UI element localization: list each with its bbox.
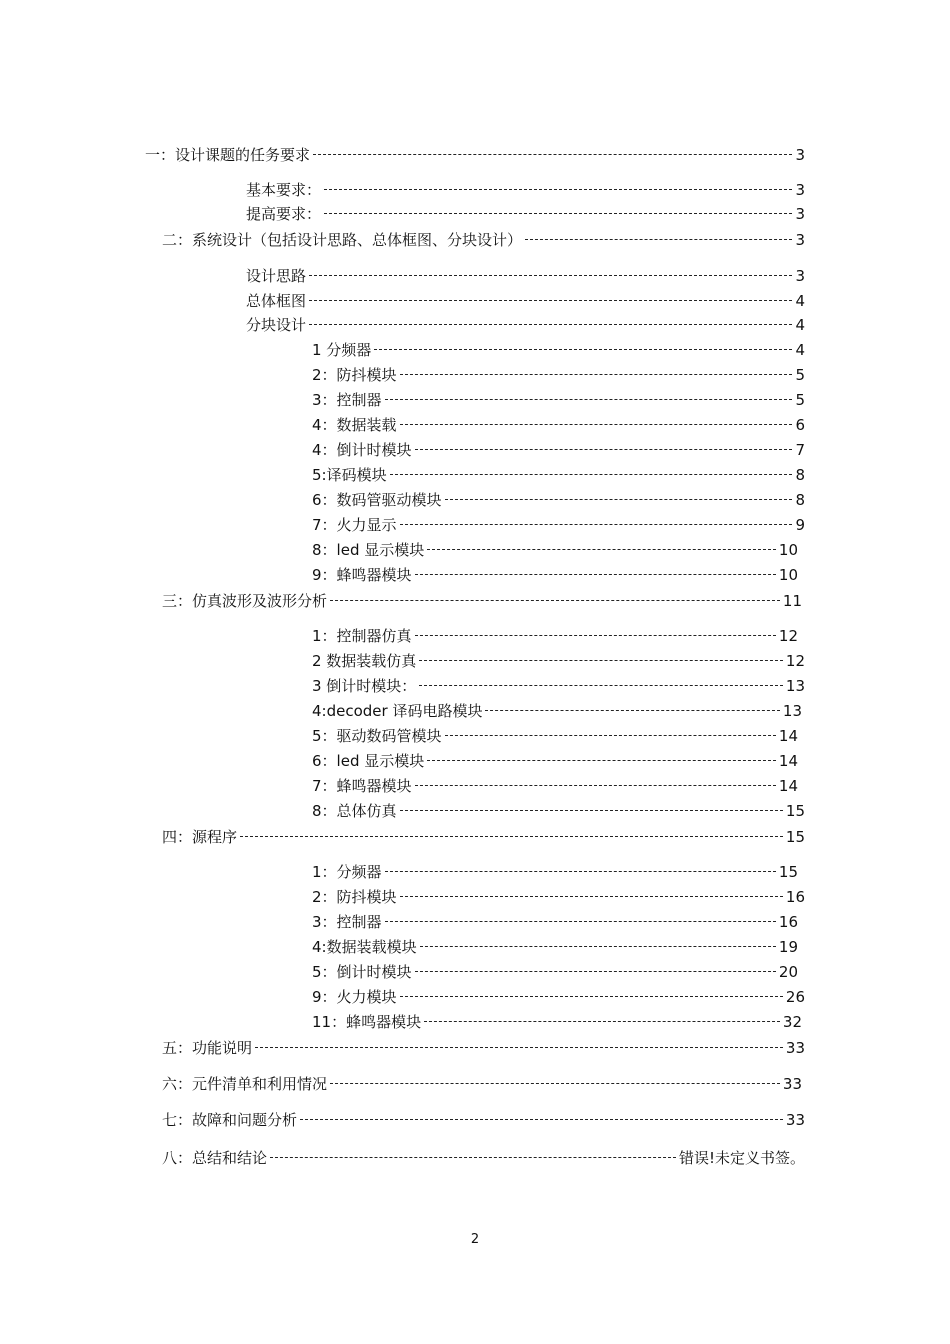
toc-leader-dots [485, 710, 779, 711]
toc-entry-title: 七：故障和问题分析 [162, 1111, 298, 1129]
toc-entry-title: 8：总体仿真 [312, 802, 397, 820]
toc-entry-page: 3 [795, 205, 805, 223]
toc-entry-title: 4：数据装载 [312, 416, 397, 434]
toc-leader-dots [525, 239, 792, 240]
toc-entry[interactable] [312, 565, 798, 585]
toc-entry[interactable] [312, 987, 805, 1007]
toc-entry[interactable] [312, 887, 805, 907]
toc-entry-title: 四：源程序 [162, 828, 238, 846]
toc-entry-title: 4：倒计时模块 [312, 441, 412, 459]
toc-entry-title: 5：驱动数码管模块 [312, 727, 442, 745]
toc-entry-title: 六：元件清单和利用情况 [162, 1075, 328, 1093]
toc-leader-dots [415, 635, 776, 636]
toc-entry-page: 14 [778, 727, 798, 745]
toc-leader-dots [400, 996, 783, 997]
toc-entry[interactable] [162, 591, 802, 611]
toc-entry-title: 3：控制器 [312, 391, 382, 409]
toc-entry-page: 8 [795, 466, 805, 484]
toc-leader-dots [427, 549, 776, 550]
toc-entry-page: 16 [785, 888, 805, 906]
toc-entry-page: 7 [795, 441, 805, 459]
toc-entry[interactable] [312, 912, 798, 932]
toc-entry-page: 3 [795, 267, 805, 285]
toc-entry[interactable] [312, 515, 805, 535]
toc-leader-dots [400, 810, 783, 811]
toc-entry[interactable] [312, 962, 798, 982]
toc-entry-page: 14 [778, 777, 798, 795]
toc-leader-dots [240, 836, 783, 837]
toc-entry[interactable] [162, 1038, 805, 1058]
toc-entry-title: 五：功能说明 [162, 1039, 253, 1057]
toc-leader-dots [300, 1119, 783, 1120]
toc-entry-page: 错误!未定义书签。 [678, 1149, 805, 1167]
toc-entry-title: 6：led 显示模块 [312, 752, 425, 770]
toc-leader-dots [309, 324, 792, 325]
toc-leader-dots [324, 213, 792, 214]
toc-entry-title: 设计思路 [246, 267, 307, 285]
toc-leader-dots [309, 300, 792, 301]
page-number: 2 [470, 1232, 480, 1247]
toc-entry[interactable] [312, 726, 798, 746]
toc-leader-dots [270, 1157, 676, 1158]
toc-entry[interactable] [312, 862, 798, 882]
toc-entry-title: 7：火力显示 [312, 516, 397, 534]
toc-entry[interactable] [162, 230, 805, 250]
toc-entry-page: 8 [795, 491, 805, 509]
toc-entry[interactable] [312, 1012, 802, 1032]
toc-entry-page: 3 [795, 231, 805, 249]
toc-entry-title: 9：蜂鸣器模块 [312, 566, 412, 584]
toc-leader-dots [385, 399, 793, 400]
toc-entry-title: 总体框图 [246, 292, 307, 310]
toc-entry-page: 11 [782, 592, 802, 610]
toc-entry[interactable] [312, 440, 805, 460]
toc-entry[interactable] [312, 465, 805, 485]
toc-entry-page: 5 [795, 391, 805, 409]
toc-entry-page: 14 [778, 752, 798, 770]
toc-entry-page: 33 [785, 1039, 805, 1057]
toc-entry-page: 5 [795, 366, 805, 384]
toc-entry-title: 5：倒计时模块 [312, 963, 412, 981]
toc-leader-dots [313, 154, 792, 155]
toc-leader-dots [309, 275, 792, 276]
toc-entry-page: 9 [795, 516, 805, 534]
toc-entry-title: 三：仿真波形及波形分析 [162, 592, 328, 610]
toc-entry-page: 10 [778, 541, 798, 559]
toc-leader-dots [419, 660, 783, 661]
toc-entry-title: 4:decoder 译码电路模块 [312, 702, 483, 720]
toc-entry-title: 3 倒计时模块： [312, 677, 417, 695]
toc-entry-page: 33 [785, 1111, 805, 1129]
toc-entry[interactable] [246, 291, 805, 311]
toc-leader-dots [415, 449, 793, 450]
toc-entry-page: 16 [778, 913, 798, 931]
toc-entry-title: 二：系统设计（包括设计思路、总体框图、分块设计） [162, 231, 523, 249]
toc-entry[interactable] [162, 1110, 805, 1130]
toc-entry-title: 7：蜂鸣器模块 [312, 777, 412, 795]
toc-entry-page: 26 [785, 988, 805, 1006]
toc-entry-page: 3 [795, 181, 805, 199]
toc-entry[interactable] [312, 676, 805, 696]
toc-entry[interactable] [162, 1074, 802, 1094]
toc-entry-title: 一：设计课题的任务要求 [145, 146, 311, 164]
toc-entry-title: 1：分频器 [312, 863, 382, 881]
toc-entry-page: 15 [785, 802, 805, 820]
toc-entry[interactable] [162, 827, 805, 847]
toc-leader-dots [445, 735, 776, 736]
toc-entry[interactable] [246, 180, 805, 200]
toc-entry-page: 4 [795, 341, 805, 359]
toc-leader-dots [427, 760, 776, 761]
toc-entry-page: 4 [795, 316, 805, 334]
toc-entry-title: 11：蜂鸣器模块 [312, 1013, 422, 1031]
toc-entry[interactable] [312, 365, 805, 385]
toc-entry-title: 1：控制器仿真 [312, 627, 412, 645]
toc-entry[interactable] [312, 340, 805, 360]
toc-entry[interactable] [312, 937, 798, 957]
toc-entry-page: 13 [782, 702, 802, 720]
toc-leader-dots [400, 374, 793, 375]
toc-entry-page: 15 [778, 863, 798, 881]
toc-entry-title: 2：防抖模块 [312, 366, 397, 384]
toc-leader-dots [445, 499, 793, 500]
toc-entry[interactable] [312, 801, 805, 821]
toc-leader-dots [255, 1047, 783, 1048]
toc-entry-page: 10 [778, 566, 798, 584]
toc-entry-title: 8：led 显示模块 [312, 541, 425, 559]
toc-leader-dots [400, 424, 793, 425]
toc-leader-dots [374, 349, 792, 350]
toc-entry[interactable] [246, 204, 805, 224]
toc-entry[interactable] [162, 1148, 805, 1168]
toc-entry-title: 4:数据装载模块 [312, 938, 417, 956]
toc-entry-page: 20 [778, 963, 798, 981]
toc-leader-dots [415, 785, 776, 786]
toc-entry-title: 9：火力模块 [312, 988, 397, 1006]
toc-entry-title: 6：数码管驱动模块 [312, 491, 442, 509]
toc-entry-title: 基本要求： [246, 181, 322, 199]
toc-leader-dots [324, 189, 792, 190]
toc-leader-dots [385, 871, 776, 872]
toc-entry-title: 1 分频器 [312, 341, 372, 359]
toc-entry-title: 3：控制器 [312, 913, 382, 931]
toc-entry[interactable] [312, 701, 802, 721]
toc-entry-page: 15 [785, 828, 805, 846]
toc-entry[interactable] [246, 315, 805, 335]
toc-entry[interactable] [312, 540, 798, 560]
toc-entry[interactable] [312, 390, 805, 410]
toc-leader-dots [415, 574, 776, 575]
toc-leader-dots [385, 921, 776, 922]
toc-leader-dots [424, 1021, 780, 1022]
toc-entry-page: 19 [778, 938, 798, 956]
toc-entry-title: 提高要求： [246, 205, 322, 223]
toc-entry[interactable] [312, 626, 798, 646]
toc-entry-title: 八：总结和结论 [162, 1149, 268, 1167]
toc-entry-page: 33 [782, 1075, 802, 1093]
toc-entry-title: 5:译码模块 [312, 466, 387, 484]
toc-entry-page: 13 [785, 677, 805, 695]
toc-entry[interactable] [312, 651, 805, 671]
toc-entry[interactable] [145, 145, 805, 165]
toc-leader-dots [400, 896, 783, 897]
toc-leader-dots [415, 971, 776, 972]
toc-leader-dots [330, 600, 780, 601]
toc-entry-page: 12 [778, 627, 798, 645]
toc-leader-dots [419, 685, 783, 686]
toc-entry-page: 12 [785, 652, 805, 670]
toc-leader-dots [400, 524, 793, 525]
toc-entry-title: 2：防抖模块 [312, 888, 397, 906]
toc-entry-page: 6 [795, 416, 805, 434]
toc-entry[interactable] [312, 776, 798, 796]
toc-entry[interactable] [246, 266, 805, 286]
toc-entry-title: 分块设计 [246, 316, 307, 334]
toc-leader-dots [390, 474, 793, 475]
toc-entry[interactable] [312, 490, 805, 510]
toc-entry[interactable] [312, 751, 798, 771]
toc-entry-page: 3 [795, 146, 805, 164]
toc-leader-dots [420, 946, 776, 947]
toc-entry[interactable] [312, 415, 805, 435]
toc-entry-page: 4 [795, 292, 805, 310]
toc-entry-title: 2 数据装载仿真 [312, 652, 417, 670]
toc-entry-page: 32 [782, 1013, 802, 1031]
toc-leader-dots [330, 1083, 780, 1084]
